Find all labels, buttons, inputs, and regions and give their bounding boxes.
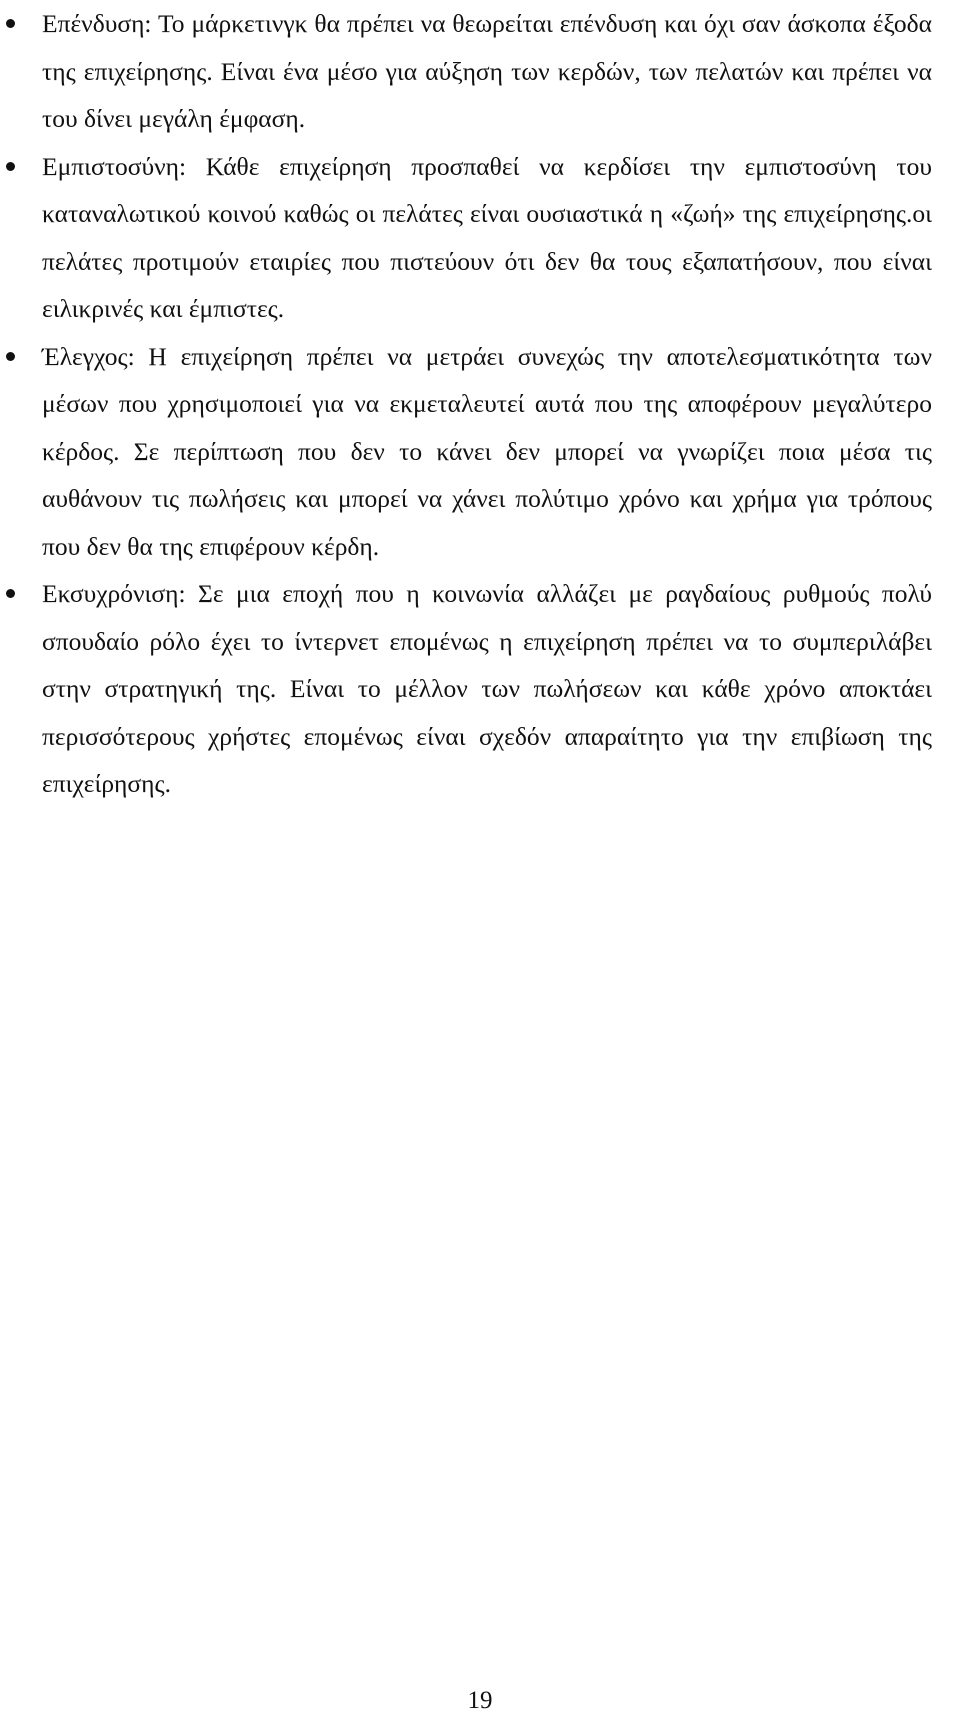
bullet-text-modernization: Εκσυχρόνιση: Σε μια εποχή που η κοινωνία αλλάζει με ραγδαίους ρυθμούς πολύ σπουδαίο ρόλο έχει το ίντερνετ επομένως η επιχείρηση πρέπει να το συμπεριλάβει στην στρατηγική της. Είναι το μέλλον των πωλήσεων και κάθε χρόνο αποκτάει περισσότερους χρήστες επομένως είναι σχεδόν απαραίτητο για την επιβίωση της επιχείρησης. xyxy=(42,579,932,798)
bullet-text-investment: Επένδυση: Το μάρκετινγκ θα πρέπει να θεωρείται επένδυση και όχι σαν άσκοπα έξοδα της επιχείρησης. Είναι ένα μέσο για αύξηση των κερδών, των πελατών και πρέπει να του δίνει μεγάλη έμφαση. xyxy=(42,9,932,133)
bullet-text-trust: Εμπιστοσύνη: Κάθε επιχείρηση προσπαθεί να κερδίσει την εμπιστοσύνη του καταναλωτικού κοινού καθώς οι πελάτες είναι ουσιαστικά η «ζωή» της επιχείρησης.οι πελάτες προτιμούν εταιρίες που πιστεύουν ότι δεν θα τους εξαπατήσουν, που είναι ειλικρινές και έμπιστες. xyxy=(42,151,932,323)
bullet-text-control: Έλεγχος: Η επιχείρηση πρέπει να μετράει συνεχώς την αποτελεσματικότητα των μέσων που χρησιμοποιεί για να εκμεταλευτεί αυτά που της αποφέρουν μεγαλύτερο κέρδος. Σε περίπτωση που δεν το κάνει δεν μπορεί να γνωρίζει ποια μέσα τις αυθάνουν τις πωλήσεις και μπορεί να χάνει πολύτιμο χρόνο και χρήμα για τρόπους που δεν θα της επιφέρουν κέρδη. xyxy=(42,341,932,561)
page-number: 19 xyxy=(467,1687,493,1714)
bullet-item-modernization xyxy=(42,570,932,808)
bullet-item-control xyxy=(42,333,932,571)
bullet-list xyxy=(42,0,932,808)
bullet-item-trust xyxy=(42,143,932,333)
bullet-item-investment xyxy=(42,0,932,143)
